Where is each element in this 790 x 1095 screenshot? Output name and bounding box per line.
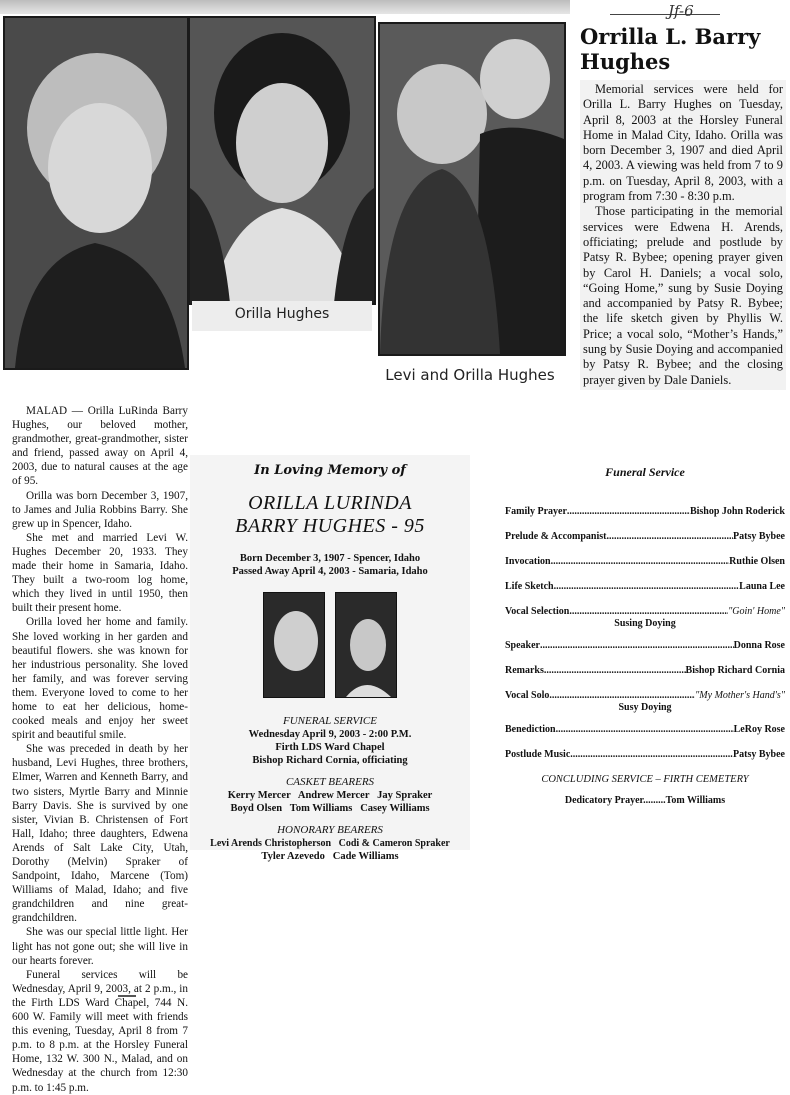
portrait-image bbox=[5, 18, 187, 368]
mini-photo-elderly bbox=[263, 592, 325, 698]
card-intro: In Loving Memory of bbox=[254, 463, 406, 478]
card-passed: Passed Away April 4, 2003 - Samaria, Idaho bbox=[232, 566, 428, 577]
obituary-paragraph: She was our special little light. Her light has not gone out; she will live in our hearts forever. bbox=[12, 926, 188, 967]
portrait-image bbox=[380, 24, 564, 354]
article-headline: Orrilla L. Barry Hughes bbox=[580, 24, 761, 74]
program-item-value: Donna Rose bbox=[733, 640, 785, 651]
leader-dots bbox=[554, 581, 740, 593]
leader-dots bbox=[606, 531, 733, 543]
program-item bbox=[505, 531, 785, 543]
program-item-performer: Susy Doying bbox=[618, 702, 672, 713]
program-item-label: Vocal Solo bbox=[505, 690, 550, 701]
dedicatory-row bbox=[505, 795, 785, 807]
obituary-column bbox=[12, 404, 188, 1095]
honorary-title: HONORARY BEARERS bbox=[277, 824, 383, 836]
obituary-paragraph: MALAD — Orilla LuRinda Barry Hughes, our beloved mother, grandmother, great-grandmother, sister and friend, passed away on April 4, 2003, due to natural causes at the age of 95. bbox=[12, 405, 188, 488]
program-item bbox=[505, 690, 785, 713]
program-item-label: Invocation bbox=[505, 556, 551, 567]
obituary-paragraph: Orilla was born December 3, 1907, to James and Julia Robbins Barry. She grew up in Spencer, Idaho. bbox=[12, 489, 188, 530]
photo-levi-and-orilla bbox=[378, 22, 566, 356]
article-paragraph: Those participating in the memorial services were Edwena H. Arends, officiating; prelude and postlude by Patsy R. Bybee; opening prayer given by Carol H. Daniels; a vocal solo, “Going Home,” sung by Susie Doying and accompanied by Patsy R. Bybee; the life sketch given by Phyllis W. Price; a vocal solo, “Mother’s Hands,” sung by Susie Doying and accompanied by Patsy R. Bybee; and the closing prayer given by Dale Daniels. bbox=[583, 204, 783, 387]
program-line bbox=[505, 531, 785, 543]
memorial-article bbox=[580, 80, 786, 390]
handwritten-note: Jf-6 bbox=[668, 2, 694, 20]
card-born: Born December 3, 1907 - Spencer, Idaho bbox=[239, 553, 421, 564]
program-rows bbox=[505, 506, 785, 761]
dedicatory-text bbox=[565, 795, 725, 807]
leader-dots bbox=[551, 556, 730, 568]
program-item-value: LeRoy Rose bbox=[733, 724, 785, 735]
program-item-performer: Susing Doying bbox=[614, 618, 676, 629]
program-item-value: Bishop Richard Cornia bbox=[685, 665, 785, 676]
program-item bbox=[505, 665, 785, 677]
leader-dots bbox=[549, 690, 695, 702]
photo-orilla-elderly bbox=[3, 16, 189, 370]
obituary-paragraph: She was preceded in death by her husband, Levi Hughes, three brothers, Elmer, Warren and Kenneth Barry, and two sisters, Myrtle Barry and Minnie Barry Davis. She is survived by one sister, Vivian B. Christensen of Fort Hall, Idaho; three daughters, Edwena Arends of Salt Lake City, Utah, Dorothy (Melvin) Spraker of Sandpoint, Idaho, Marcene (Tom) Williams of Malad, Idaho; and five grandchildren and nine great-grandchildren. bbox=[12, 743, 188, 925]
handwritten-underline bbox=[610, 14, 720, 15]
program-item-label: Benediction bbox=[505, 724, 556, 735]
program-item bbox=[505, 640, 785, 652]
program-item-label: Family Prayer bbox=[505, 506, 567, 517]
leader-dots: ......... bbox=[643, 795, 666, 806]
program-line bbox=[505, 606, 785, 618]
program-line bbox=[505, 724, 785, 736]
program-item bbox=[505, 556, 785, 568]
program-item-value: "My Mother's Hand's" bbox=[695, 690, 785, 701]
program-line bbox=[505, 749, 785, 761]
dedicatory-value: Tom Williams bbox=[665, 795, 726, 806]
card-name-line1: ORILLA LURINDA bbox=[248, 492, 412, 514]
program-item-value: Bishop John Roderick bbox=[689, 506, 785, 517]
photo2-caption: Levi and Orilla Hughes bbox=[385, 366, 555, 384]
memorial-card bbox=[190, 455, 470, 862]
photo1-caption: Orilla Hughes bbox=[234, 306, 330, 322]
program-title: Funeral Service bbox=[605, 465, 685, 479]
honorary-line: Tyler Azevedo Cade Williams bbox=[261, 851, 399, 862]
casket-line: Boyd Olsen Tom Williams Casey Williams bbox=[230, 803, 430, 814]
leader-dots bbox=[567, 506, 690, 518]
leader-dots bbox=[540, 640, 734, 652]
mini-photo-young bbox=[335, 592, 397, 698]
program-line bbox=[505, 581, 785, 593]
card-name-line2: BARRY HUGHES - 95 bbox=[235, 515, 425, 537]
program-item-label: Vocal Selection bbox=[505, 606, 570, 617]
program-item bbox=[505, 581, 785, 593]
portrait-image bbox=[264, 593, 324, 697]
honorary-line: Levi Arends Christopherson Codi & Cameron Spraker bbox=[210, 838, 450, 849]
casket-line: Kerry Mercer Andrew Mercer Jay Spraker bbox=[227, 790, 433, 801]
program-item-label: Postlude Music bbox=[505, 749, 571, 760]
photo-orilla-young bbox=[188, 16, 376, 305]
funeral-line: Wednesday April 9, 2003 - 2:00 P.M. bbox=[248, 729, 412, 740]
leader-dots bbox=[569, 606, 728, 618]
program-item-value: Patsy Bybee bbox=[733, 749, 785, 760]
concluding-title: CONCLUDING SERVICE – FIRTH CEMETERY bbox=[541, 774, 749, 785]
scan-top-band bbox=[0, 0, 570, 14]
portrait-image bbox=[336, 593, 396, 697]
funeral-line: Bishop Richard Cornia, officiating bbox=[252, 755, 408, 766]
program-item-label: Speaker bbox=[505, 640, 540, 651]
program-item-label: Remarks bbox=[505, 665, 544, 676]
program-item bbox=[505, 606, 785, 629]
article-paragraph: Memorial services were held for Orilla L. Barry Hughes on Tuesday, April 8, 2003 at the Horsley Funeral Home in Malad City, Idaho. Orilla was born December 3, 1907 and died April 4, 2003. A viewing was held from 7 to 9 p.m. on Tuesday, April 8, 2003, with a program from 7:30 - 8:30 p.m. bbox=[583, 82, 783, 204]
program-item-value: Patsy Bybee bbox=[733, 531, 785, 542]
leader-dots bbox=[570, 749, 733, 761]
program-item-label: Life Sketch bbox=[505, 581, 554, 592]
program-item-label: Prelude & Accompanist bbox=[505, 531, 607, 542]
program-item-value: "Goin' Home" bbox=[728, 606, 785, 617]
funeral-line: Firth LDS Ward Chapel bbox=[275, 742, 385, 753]
dedicatory-label: Dedicatory Prayer bbox=[564, 795, 644, 806]
program-line bbox=[505, 665, 785, 677]
program-item bbox=[505, 724, 785, 736]
program-item bbox=[505, 506, 785, 518]
program-line bbox=[505, 690, 785, 702]
program-line bbox=[505, 506, 785, 518]
obituary-paragraph: Orilla loved her home and family. She loved working in her garden and beautiful flowers. she was known for her industrious personality. She loved her family, and was forever serving them. Everyone loved to come to her home to eat her delicious, home-cooked meals and enjoy her sweet spirit and beautiful smile. bbox=[12, 616, 188, 742]
card-photos bbox=[190, 592, 470, 698]
casket-title: CASKET BEARERS bbox=[285, 776, 375, 788]
program-line bbox=[505, 556, 785, 568]
funeral-program bbox=[505, 465, 785, 807]
page-mark bbox=[118, 995, 136, 997]
leader-dots bbox=[556, 724, 734, 736]
program-line bbox=[505, 640, 785, 652]
obituary-paragraph: She met and married Levi W. Hughes December 20, 1933. They made their home in Samaria, Idaho. They built a two-room log home, which they lived in until 1950, then built their present home. bbox=[12, 531, 188, 615]
program-item-value: Ruthie Olsen bbox=[729, 556, 785, 567]
program-item-value: Launa Lee bbox=[739, 581, 785, 592]
portrait-image bbox=[190, 18, 374, 303]
funeral-title: FUNERAL SERVICE bbox=[282, 715, 377, 727]
obituary-paragraph: Funeral services will be Wednesday, April 9, 2003, at 2 p.m., in the Firth LDS Ward Chapel, 744 N. 600 W. Family will meet with friends this evening, Tuesday, April 8 from 7 p.m. to 8 p.m. at the Horsley Funeral Home, 132 W. 300 N., Malad, and on Wednesday at the church from 12:30 p.m. to 1:45 p.m. bbox=[12, 968, 188, 1094]
leader-dots bbox=[544, 665, 686, 677]
program-item bbox=[505, 749, 785, 761]
